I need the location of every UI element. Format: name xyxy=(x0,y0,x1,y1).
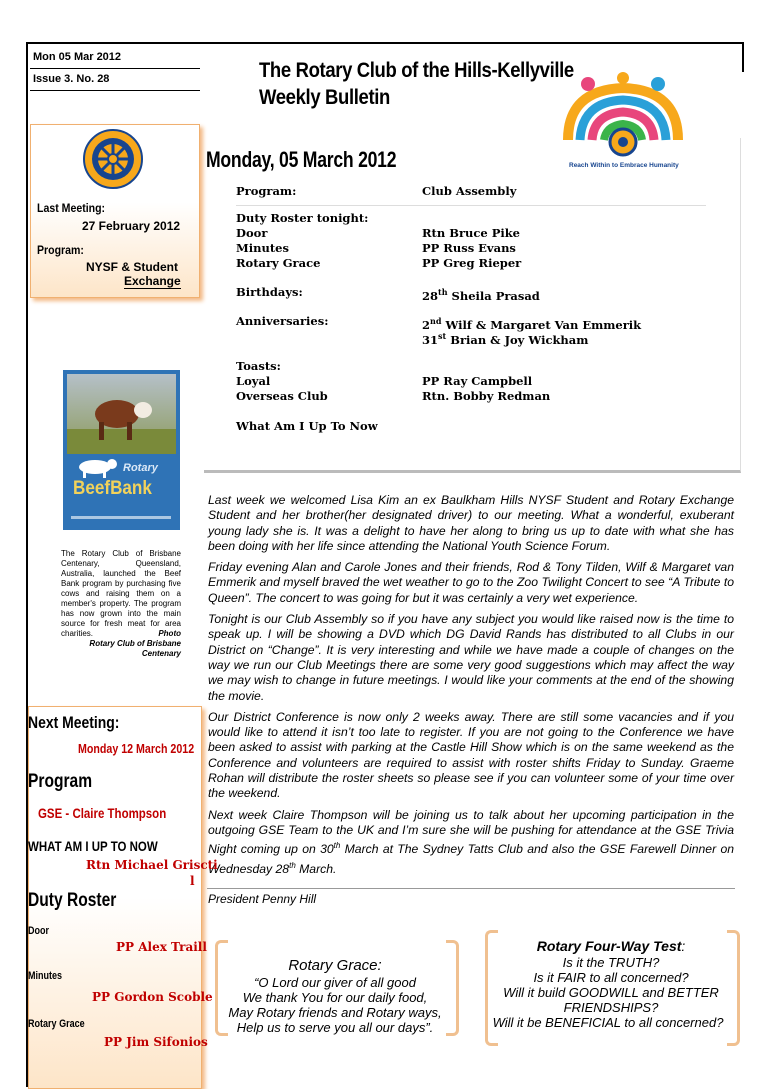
poster-word-beefbank: BeefBank xyxy=(73,478,152,499)
last-meeting-program-2: Exchange xyxy=(124,274,181,288)
photo-credit xyxy=(80,629,181,659)
birthdays-name: Sheila Prasad xyxy=(447,288,540,303)
p5-part-b: March at The Sydney Tatts Club and also the GSE Farewell Dinner on Wednesday 28 xyxy=(208,842,735,876)
header-divider xyxy=(30,68,200,69)
birthdays-suffix: th xyxy=(438,287,448,297)
next-what-value: Rtn Michael Griscti xyxy=(86,858,218,872)
main-date-heading: Monday, 05 March 2012 xyxy=(206,147,397,172)
grace-bracket-right xyxy=(446,940,459,1036)
next-meeting-label: Next Meeting: xyxy=(28,713,120,732)
row-loyal xyxy=(236,374,696,389)
anniversary-2 xyxy=(422,329,588,348)
grace-label: Rotary Grace xyxy=(236,256,321,270)
cow-photo xyxy=(67,374,176,454)
next-minutes-value: PP Gordon Scoble xyxy=(92,990,213,1004)
what-am-i-label: What Am I Up To Now xyxy=(236,419,378,433)
grace-line-4: Help us to serve you all our days”. xyxy=(236,1020,434,1035)
paragraph-2: Friday evening Alan and Carole Jones and their friends, Rod & Tony Tilden, Wilf & Margaret van Emmerik and myself braved the wet weather to go to the Zoo Twilight Concert to see “A Tribute to Queen”. The concert to was going for but it was certainly a very wet experience. xyxy=(208,560,734,605)
theme-tagline: Reach Within to Embrace Humanity xyxy=(569,162,679,169)
rotary-grace xyxy=(225,957,445,1035)
fourway-colon: : xyxy=(681,938,686,954)
row-duty-title xyxy=(236,211,696,226)
grace-value: PP Greg Rieper xyxy=(422,256,522,270)
minutes-label: Minutes xyxy=(236,241,289,255)
cow-icon xyxy=(67,374,176,454)
grace-line-2: We thank You for our daily food, xyxy=(242,990,428,1005)
program-value: Club Assembly xyxy=(422,184,517,198)
next-what-label: WHAT AM I UP TO NOW xyxy=(28,838,158,854)
fourway-line-3: Will it build GOODWILL and BETTER xyxy=(503,985,719,1000)
last-meeting-label: Last Meeting: xyxy=(37,201,106,215)
grace-line-3: May Rotary friends and Rotary ways, xyxy=(228,1005,442,1020)
row-toasts xyxy=(236,359,696,374)
issue-number: Issue 3. No. 28 xyxy=(33,73,110,85)
door-label: Door xyxy=(236,226,268,240)
bulletin-title: The Rotary Club of the Hills-Kellyville xyxy=(259,59,574,82)
rotary-wheel-logo xyxy=(82,128,144,195)
next-grace-value: PP Jim Sifonios xyxy=(104,1035,208,1049)
body-divider xyxy=(207,888,735,889)
president-signature: President Penny Hill xyxy=(208,892,317,906)
row-birthdays xyxy=(236,285,696,303)
beef-bank-poster xyxy=(63,370,180,530)
anniversaries-label: Anniversaries: xyxy=(236,314,329,328)
row-grace xyxy=(236,256,696,271)
loyal-value: PP Ray Campbell xyxy=(422,374,533,388)
p5-part-c: March. xyxy=(295,861,337,876)
next-duty-label: Duty Roster xyxy=(28,890,117,911)
fourway-line-1: Is it the TRUTH? xyxy=(562,955,660,970)
photo-credit-1: Photo xyxy=(158,629,181,638)
p5-sup-1: th xyxy=(333,841,341,851)
bulletin-body xyxy=(208,493,734,883)
row-anniversary-2 xyxy=(236,329,696,347)
anniv1-day: 2 xyxy=(422,317,431,332)
anniv1-name: Wilf & Margaret Van Emmerik xyxy=(441,317,642,332)
last-meeting-date: 27 February 2012 xyxy=(82,219,181,233)
loyal-label: Loyal xyxy=(236,374,271,388)
paragraph-1: Last week we welcomed Lisa Kim an ex Baulkham Hills NYSF Student and Rotary Exchange Student and her brother(her designated driver) to our meeting. What a wonderful, exuberant young lady she is. It was a delight to have her along to bring us up to date with what she has been doing with her life since attending the National Youth Science Forum. xyxy=(208,493,734,553)
page-frame-right xyxy=(742,42,744,72)
rotary-wheel-icon xyxy=(82,128,144,190)
poster-footer xyxy=(71,516,171,519)
next-program-label: Program xyxy=(28,771,93,792)
overseas-value: Rtn. Bobby Redman xyxy=(422,389,551,403)
last-meeting-program-1: NYSF & Student xyxy=(86,260,178,274)
row-door xyxy=(236,226,696,241)
next-grace-label: Rotary Grace xyxy=(28,1018,85,1030)
next-program-value: GSE - Claire Thompson xyxy=(38,805,167,821)
anniv1-suffix: nd xyxy=(430,316,442,326)
program-label: Program: xyxy=(236,184,297,198)
next-meeting-date: Monday 12 March 2012 xyxy=(78,741,195,756)
toasts-label: Toasts: xyxy=(236,359,281,373)
next-what-mark: l xyxy=(190,874,195,888)
fourway-line-5: Will it be BENEFICIAL to all concerned? xyxy=(492,1015,724,1030)
four-way-test xyxy=(492,938,730,1030)
photo-credit-3: Centenary xyxy=(141,649,181,658)
fourway-line-4: FRIENDSHIPS? xyxy=(563,1000,659,1015)
duty-title: Duty Roster tonight: xyxy=(236,211,369,225)
photo-credit-2: Rotary Club of Brisbane xyxy=(89,639,181,648)
fourway-line-2: Is it FAIR to all concerned? xyxy=(533,970,689,985)
birthdays-day: 28 xyxy=(422,288,439,303)
birthdays-label: Birthdays: xyxy=(236,285,303,299)
anniv2-suffix: st xyxy=(438,331,447,341)
next-minutes-label: Minutes xyxy=(28,970,63,982)
row-overseas xyxy=(236,389,696,404)
row-minutes xyxy=(236,241,696,256)
fourway-title-line xyxy=(492,938,730,955)
row-program xyxy=(236,184,696,199)
program-divider xyxy=(236,205,706,207)
program-table xyxy=(236,184,696,434)
poster-word-rotary: Rotary xyxy=(123,462,158,474)
bulletin-subtitle: Weekly Bulletin xyxy=(259,86,390,109)
row-what-am-i xyxy=(236,419,696,434)
birthdays-value xyxy=(422,285,540,304)
last-meeting-program-label: Program: xyxy=(37,243,84,257)
p5-part-a: Next week Claire Thompson will be joining us to talk about her upcoming participation in the outgoing GSE Team to the UK and I’m sure she will be pushing for attendance at the GSE Trivia Night coming up on 30 xyxy=(208,807,734,857)
next-door-value: PP Alex Traill xyxy=(116,940,207,954)
beef-bank-caption: The Rotary Club of Brisbane Centenary, Queensland, Australia, launched the Beef Bank program by purchasing five cows and raising them on a member's property. The program has now grown into the main source for fresh meat for area charities. xyxy=(61,549,181,638)
grace-line-1: “O Lord our giver of all good xyxy=(254,975,416,990)
paragraph-5 xyxy=(208,808,734,877)
next-door-label: Door xyxy=(28,925,50,937)
header-divider-2 xyxy=(30,90,200,91)
door-value: Rtn Bruce Pike xyxy=(422,226,520,240)
paragraph-3: Tonight is our Club Assembly so if you have any subject you would like raised now is the time to speak up. I will be showing a DVD which DG David Rands has distributed to all Clubs in our District on “Change”. It is very interesting and while we have made a couple of changes on the way we run our Club Meetings there are some very good suggestions which may affect the way we may wish to change in future meetings. I would like your comments at the end of the showing the movie. xyxy=(208,612,734,703)
paragraph-4: Our District Conference is now only 2 weeks away. There are still some vacancies and if you would like to attend it isn’t too late to register. If you are not going to the Conference we have been asked to assist with parking at the Castle Hill Show which is on the same weekend as the Conference and volunteers are required to assist with roster shifts Friday to Sunday. Graeme Rohan will distribute the roster sheets so please see if you can volunteer some of your time over the weekend. xyxy=(208,709,734,801)
fourway-title: Rotary Four-Way Test xyxy=(536,938,682,954)
anniv2-name: Brian & Joy Wickham xyxy=(446,332,589,347)
overseas-label: Overseas Club xyxy=(236,389,328,403)
row-anniversaries xyxy=(236,314,696,332)
issue-date: Mon 05 Mar 2012 xyxy=(33,51,122,63)
p5-sup-2: th xyxy=(289,860,296,870)
anniv2-day: 31 xyxy=(422,332,439,347)
grace-title: Rotary Grace: xyxy=(288,957,382,974)
page-frame-top xyxy=(26,42,744,44)
minutes-value: PP Russ Evans xyxy=(422,241,516,255)
